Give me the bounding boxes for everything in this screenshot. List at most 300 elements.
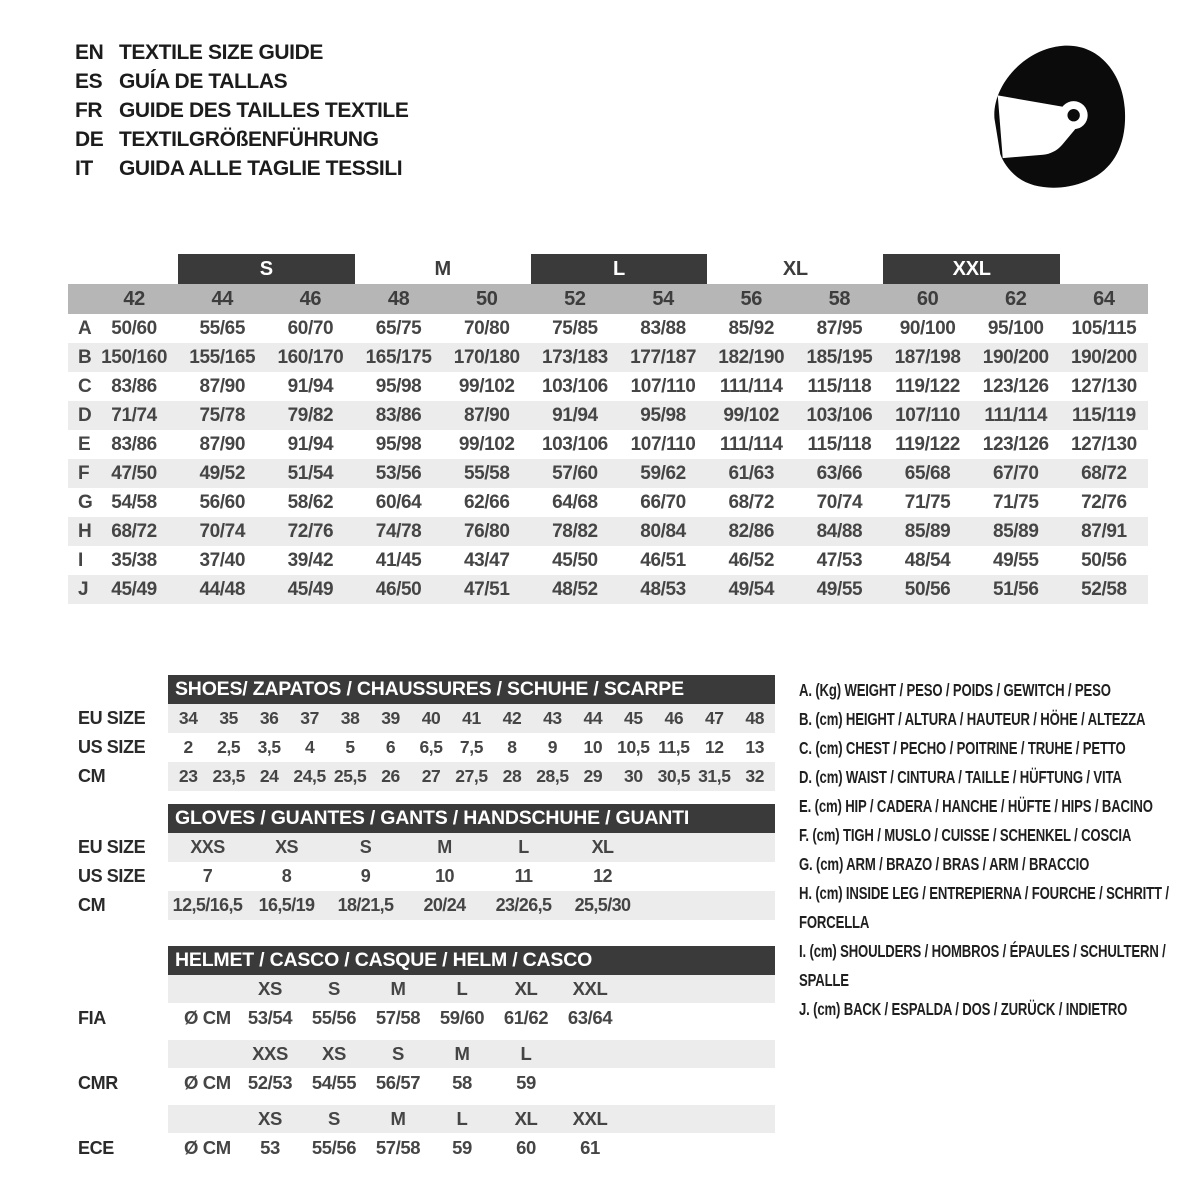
- size-value: 35: [219, 708, 239, 728]
- size-label: S: [328, 978, 340, 999]
- size-value: 23,5: [212, 766, 245, 786]
- size-row: [168, 704, 775, 733]
- size-row: [168, 833, 775, 862]
- size-value: 85/89: [992, 520, 1039, 542]
- size-value: 83/86: [111, 433, 157, 455]
- measure-row-g: [68, 488, 1148, 517]
- size-value: 61: [580, 1137, 600, 1158]
- size-label: L: [456, 1108, 468, 1129]
- size-label: XS: [258, 1108, 282, 1129]
- size-value: 45/49: [287, 578, 334, 600]
- size-value: 187/198: [894, 346, 961, 368]
- row-label: F: [78, 462, 90, 484]
- size-value: 127/130: [1070, 375, 1137, 397]
- size-value: 66/70: [640, 491, 686, 513]
- size-value: 6: [385, 737, 396, 757]
- guide-title-row: [75, 154, 408, 183]
- size-value: 59/62: [640, 462, 686, 484]
- size-value: 75/78: [199, 404, 246, 426]
- size-value: 71/75: [992, 491, 1039, 513]
- textile-size-table: [68, 254, 1148, 604]
- size-value: 165/175: [365, 346, 432, 368]
- gloves-title: GLOVES / GUANTES / GANTS / HANDSCHUHE / GUANTI: [175, 807, 690, 829]
- size-value: 105/115: [1071, 317, 1137, 339]
- size-value: 2: [183, 737, 193, 757]
- size-value: 83/86: [375, 404, 422, 426]
- size-value: 95/98: [375, 433, 422, 455]
- size-value: 39/42: [287, 549, 334, 571]
- row-label: CM: [78, 895, 106, 915]
- legend-item: D. (cm) WAIST / CINTURA / TAILLE / HÜFTUNG / VITA: [799, 767, 1122, 787]
- helmet-value-row: [168, 1003, 775, 1033]
- size-value: 50/56: [904, 578, 951, 600]
- size-value: 59/60: [439, 1007, 485, 1028]
- size-value: 46/50: [375, 578, 422, 600]
- size-value: 46: [664, 708, 684, 728]
- size-row: [168, 762, 775, 791]
- size-group-xl: XL: [782, 257, 808, 280]
- size-value: 8: [507, 737, 517, 757]
- size-value: 87/95: [816, 317, 863, 339]
- helmet-size-row: [168, 1105, 775, 1133]
- size-value: 68/72: [728, 491, 775, 513]
- size-group-l: L: [531, 254, 707, 284]
- standard-label-cmr: CMR: [78, 1072, 118, 1093]
- size-value: 68/72: [1081, 462, 1127, 484]
- size-value: 182/190: [718, 346, 785, 368]
- size-value: 74/78: [375, 520, 422, 542]
- size-value: 51/54: [287, 462, 334, 484]
- size-column-header: 62: [1005, 287, 1027, 310]
- size-column-header: 64: [1093, 287, 1115, 310]
- size-value: 72/76: [287, 520, 334, 542]
- size-value: 95/98: [640, 404, 686, 426]
- size-value: 103/106: [806, 404, 873, 426]
- size-label: XS: [322, 1043, 346, 1064]
- size-value: 87/91: [1081, 520, 1127, 542]
- size-row: [168, 733, 775, 762]
- row-label: H: [78, 520, 92, 542]
- legend-item: C. (cm) CHEST / PECHO / POITRINE / TRUHE / PETTO: [799, 738, 1126, 758]
- size-value: 38: [340, 708, 360, 728]
- size-value: 46/52: [728, 549, 775, 571]
- size-value: 71/74: [111, 404, 157, 426]
- size-label: S: [392, 1043, 404, 1064]
- measurement-rows: [68, 314, 1148, 604]
- size-label: M: [454, 1043, 470, 1064]
- size-value: 42: [502, 708, 522, 728]
- standard-label-fia: FIA: [78, 1007, 106, 1028]
- size-value: 7,5: [459, 737, 484, 757]
- helmet-value-row: [168, 1068, 775, 1098]
- size-label: XXL: [572, 978, 608, 999]
- spacer-cell: [168, 1040, 238, 1068]
- size-value: 65/75: [375, 317, 422, 339]
- racing-helmet-icon: [973, 36, 1138, 206]
- row-label: US SIZE: [78, 866, 146, 886]
- diameter-unit: Ø CM: [184, 1007, 231, 1028]
- size-value: 48/52: [552, 578, 598, 600]
- measure-row-d: [68, 401, 1148, 430]
- size-value: 20/24: [423, 895, 466, 915]
- row-label: J: [78, 578, 89, 600]
- size-value: 13: [745, 737, 765, 757]
- size-value: 170/180: [453, 346, 520, 368]
- size-value: 8: [281, 866, 292, 886]
- size-value: 32: [745, 766, 765, 786]
- guide-title-text: GUÍA DE TALLAS: [119, 69, 288, 93]
- size-value: 107/110: [630, 375, 696, 397]
- size-value: 25,5: [333, 766, 367, 786]
- measure-row-j: [68, 575, 1148, 604]
- size-value: 35/38: [111, 549, 157, 571]
- legend-item: E. (cm) HIP / CADERA / HANCHE / HÜFTE / HIPS / BACINO: [799, 796, 1153, 816]
- size-column-header: 58: [828, 287, 851, 310]
- size-value: 59: [452, 1137, 472, 1158]
- size-value: 87/90: [199, 375, 246, 397]
- size-value: 23: [178, 766, 198, 786]
- legend-item: J. (cm) BACK / ESPALDA / DOS / ZURÜCK / INDIETRO: [799, 999, 1128, 1019]
- legend-item: G. (cm) ARM / BRAZO / BRAS / ARM / BRACCIO: [799, 854, 1090, 874]
- diameter-unit: Ø CM: [184, 1137, 231, 1158]
- size-value: 83/86: [111, 375, 157, 397]
- size-value: 72/76: [1081, 491, 1127, 513]
- size-value: 59: [516, 1072, 536, 1093]
- size-value: 185/195: [806, 346, 873, 368]
- size-value: 103/106: [541, 375, 608, 397]
- language-code: DE: [75, 127, 104, 151]
- size-value: 76/80: [463, 520, 510, 542]
- size-value: 10: [583, 737, 603, 757]
- size-value: 52/53: [247, 1072, 293, 1093]
- size-value: 12: [593, 866, 612, 886]
- size-value: 107/110: [630, 433, 696, 455]
- size-value: 95/98: [375, 375, 422, 397]
- language-code: ES: [75, 69, 103, 93]
- size-value: 119/122: [895, 433, 960, 455]
- helmet-size-row: [168, 1040, 775, 1068]
- measure-row-a: [68, 314, 1148, 343]
- size-value: 85/89: [904, 520, 951, 542]
- guide-title-row: [75, 38, 408, 67]
- legend-item: F. (cm) TIGH / MUSLO / CUISSE / SCHENKEL / COSCIA: [799, 825, 1132, 845]
- size-value: 57/58: [375, 1137, 421, 1158]
- size-value: 107/110: [895, 404, 960, 426]
- size-value: 56/60: [199, 491, 246, 513]
- size-value: 45: [624, 708, 643, 728]
- size-value: 90/100: [899, 317, 956, 339]
- size-value: 16,5/19: [258, 895, 315, 915]
- helmet-size-row: [168, 975, 775, 1003]
- size-value: 57/60: [552, 462, 598, 484]
- guide-title-row: [75, 125, 408, 154]
- size-value: 70/80: [463, 317, 510, 339]
- row-label: EU SIZE: [78, 837, 146, 857]
- shoes-side-labels: [78, 704, 145, 791]
- size-value: 83/88: [640, 317, 686, 339]
- language-titles: [75, 38, 408, 183]
- size-group-s: S: [178, 254, 354, 284]
- size-value: 10,5: [617, 737, 650, 757]
- size-column-header: 56: [740, 287, 762, 310]
- language-code: FR: [75, 98, 103, 122]
- standard-label-ece: ECE: [78, 1137, 114, 1158]
- size-value: 49/55: [992, 549, 1039, 571]
- helmet-section-fia: [168, 975, 775, 1033]
- size-value: 2,5: [217, 737, 241, 757]
- size-value: 44/48: [199, 578, 246, 600]
- size-value: 47/51: [463, 578, 510, 600]
- measure-row-c: [68, 372, 1148, 401]
- size-value: 54/58: [111, 491, 157, 513]
- language-code: IT: [75, 156, 93, 180]
- row-label: B: [78, 346, 92, 368]
- size-value: 57/58: [375, 1007, 421, 1028]
- size-value: 58/62: [287, 491, 334, 513]
- size-value: 127/130: [1070, 433, 1137, 455]
- size-value: 12,5/16,5: [172, 895, 243, 915]
- size-value: 3,5: [257, 737, 281, 757]
- size-value: 44: [583, 708, 603, 728]
- size-value: 103/106: [541, 433, 608, 455]
- size-value: 49/54: [728, 578, 775, 600]
- size-value: 85/92: [728, 317, 775, 339]
- size-value: L: [518, 837, 529, 857]
- size-column-header: 48: [387, 287, 410, 310]
- size-value: 7: [202, 866, 213, 886]
- size-value: 23/26,5: [495, 895, 552, 915]
- diameter-unit: Ø CM: [184, 1072, 231, 1093]
- size-value: 30,5: [657, 766, 691, 786]
- row-label: CM: [78, 766, 106, 786]
- size-value: 41: [462, 708, 481, 728]
- size-value: 41/45: [375, 549, 422, 571]
- size-value: 150/160: [101, 346, 168, 368]
- size-value: 39: [381, 708, 400, 728]
- corner-spacer: [68, 284, 90, 314]
- row-label: E: [78, 433, 91, 455]
- size-value: 60/70: [287, 317, 334, 339]
- size-value: 27: [421, 766, 441, 786]
- legend-item: B. (cm) HEIGHT / ALTURA / HAUTEUR / HÖHE / ALTEZZA: [799, 709, 1146, 729]
- size-value: 37/40: [199, 549, 246, 571]
- size-value: 47/50: [111, 462, 157, 484]
- helmet-title-bar: [168, 946, 775, 975]
- size-value: 43/47: [463, 549, 510, 571]
- size-value: 155/165: [189, 346, 256, 368]
- size-value: 55/58: [463, 462, 510, 484]
- size-group-xxl: XXL: [883, 254, 1059, 284]
- size-value: 123/126: [982, 433, 1049, 455]
- size-value: XS: [275, 837, 298, 857]
- row-label: I: [78, 549, 83, 571]
- size-value: 67/70: [992, 462, 1039, 484]
- size-value: 58: [452, 1072, 472, 1093]
- size-value: 28: [502, 766, 522, 786]
- size-label: XXL: [572, 1108, 608, 1129]
- shoes-title-bar: [168, 675, 775, 704]
- size-value: 5: [345, 737, 355, 757]
- size-value: 115/119: [1072, 404, 1136, 426]
- gloves-side-labels: [78, 833, 145, 920]
- size-value: 37: [300, 708, 319, 728]
- size-label: M: [390, 1108, 406, 1129]
- size-label: [558, 1040, 622, 1068]
- size-value: 9: [547, 737, 558, 757]
- measure-row-i: [68, 546, 1148, 575]
- row-label: A: [78, 317, 92, 339]
- size-value: 55/56: [311, 1007, 357, 1028]
- size-row: [168, 862, 775, 891]
- row-label: G: [78, 491, 93, 513]
- size-column-header: 50: [476, 287, 498, 310]
- guide-title-text: GUIDE DES TAILLES TEXTILE: [119, 98, 409, 122]
- size-value: 60: [516, 1137, 536, 1158]
- size-value: 47: [704, 708, 724, 728]
- size-value: 99/102: [723, 404, 780, 426]
- size-column-header: 60: [916, 287, 939, 310]
- size-value: 53/56: [375, 462, 422, 484]
- size-value: S: [359, 837, 372, 857]
- size-value: 82/86: [728, 520, 775, 542]
- size-value: 25,5/30: [574, 895, 631, 915]
- helmet-section-ece: [168, 1105, 775, 1163]
- size-value: 111/114: [719, 375, 783, 397]
- guide-title-row: [75, 67, 408, 96]
- measure-row-h: [68, 517, 1148, 546]
- size-value: 84/88: [816, 520, 863, 542]
- size-value: 111/114: [719, 433, 783, 455]
- size-value: 9: [360, 866, 371, 886]
- size-group-header: [68, 254, 1148, 284]
- size-value: 49/55: [816, 578, 863, 600]
- measurement-legend: [799, 676, 1184, 1024]
- size-value: 54/55: [311, 1072, 357, 1093]
- size-label: S: [328, 1108, 340, 1129]
- size-value: 91/94: [552, 404, 598, 426]
- size-value: 28,5: [536, 766, 569, 786]
- gloves-title-bar: [168, 804, 775, 833]
- guide-title-text: TEXTILGRÖßENFÜHRUNG: [119, 127, 379, 151]
- size-value: 62/66: [463, 491, 510, 513]
- size-value: XXS: [190, 837, 225, 857]
- size-label: M: [390, 978, 406, 999]
- guide-title-row: [75, 96, 408, 125]
- size-value: 65/68: [904, 462, 951, 484]
- guide-title-text: TEXTILE SIZE GUIDE: [119, 40, 323, 64]
- row-label: EU SIZE: [78, 708, 146, 728]
- size-value: 27,5: [455, 766, 488, 786]
- size-label: XL: [514, 1108, 538, 1129]
- size-value: 53/54: [247, 1007, 293, 1028]
- size-value: 29: [583, 766, 603, 786]
- size-value: 99/102: [458, 433, 515, 455]
- size-value: 53: [260, 1137, 280, 1158]
- size-value: 50/56: [1081, 549, 1127, 571]
- row-label: US SIZE: [78, 737, 146, 757]
- size-value: XL: [591, 837, 614, 857]
- size-value: 11: [514, 866, 533, 886]
- size-column-header: 44: [211, 287, 233, 310]
- size-value: 24,5: [293, 766, 326, 786]
- size-value: 50/60: [111, 317, 157, 339]
- size-column-header: 46: [299, 287, 322, 310]
- row-label: D: [78, 404, 92, 426]
- size-value: 177/187: [630, 346, 697, 368]
- legend-item: I. (cm) SHOULDERS / HOMBROS / ÉPAULES / SCHULTERN / SPALLE: [799, 941, 1166, 990]
- helmet-section-cmr: [168, 1040, 775, 1098]
- size-value: 123/126: [982, 375, 1049, 397]
- size-value: 61/62: [503, 1007, 549, 1028]
- size-value: 64/68: [552, 491, 598, 513]
- legend-item: A. (Kg) WEIGHT / PESO / POIDS / GEWITCH / PESO: [799, 680, 1111, 700]
- size-value: 78/82: [552, 520, 598, 542]
- shoes-title: SHOES/ ZAPATOS / CHAUSSURES / SCHUHE / SCARPE: [175, 678, 684, 700]
- size-column-header: 42: [123, 287, 145, 310]
- size-row: [168, 891, 775, 920]
- size-value: 40: [421, 708, 441, 728]
- size-value: 115/118: [807, 375, 872, 397]
- size-value: 56/57: [375, 1072, 421, 1093]
- size-label: XL: [514, 978, 538, 999]
- measure-row-f: [68, 459, 1148, 488]
- spacer-cell: [168, 1105, 238, 1133]
- size-value: 24: [259, 766, 279, 786]
- size-value: 79/82: [287, 404, 334, 426]
- helmet-rows: [168, 975, 775, 1170]
- size-value: 43: [543, 708, 562, 728]
- size-value: M: [437, 837, 452, 857]
- size-value: 99/102: [458, 375, 515, 397]
- size-value: 55/56: [311, 1137, 357, 1158]
- size-value: 173/183: [541, 346, 608, 368]
- size-value: 26: [381, 766, 400, 786]
- size-value: 71/75: [904, 491, 951, 513]
- shoes-rows: [168, 704, 775, 791]
- size-value: 70/74: [816, 491, 863, 513]
- size-column-header: 54: [652, 287, 674, 310]
- size-value: 52/58: [1081, 578, 1127, 600]
- size-value: 30: [624, 766, 643, 786]
- size-value: 12: [704, 737, 724, 757]
- measure-row-b: [68, 343, 1148, 372]
- size-value: 87/90: [463, 404, 510, 426]
- size-value: 47/53: [816, 549, 863, 571]
- size-value: 55/65: [199, 317, 246, 339]
- size-value: 48/53: [640, 578, 686, 600]
- size-value: 91/94: [287, 433, 334, 455]
- size-value: 10: [435, 866, 454, 886]
- size-value: 75/85: [552, 317, 598, 339]
- legend-items: [799, 676, 1182, 1024]
- size-label: XXS: [252, 1043, 288, 1064]
- size-value: 61/63: [728, 462, 775, 484]
- size-value: 63/64: [567, 1007, 613, 1028]
- size-value: 119/122: [895, 375, 960, 397]
- size-value: 91/94: [287, 375, 334, 397]
- helmet-value-row: [168, 1133, 775, 1163]
- size-value: 45/50: [552, 549, 598, 571]
- size-value: [558, 1068, 622, 1098]
- size-value: 87/90: [199, 433, 246, 455]
- size-value: 48/54: [904, 549, 951, 571]
- size-value: 4: [304, 737, 315, 757]
- size-number-header: [68, 284, 1148, 314]
- size-value: 51/56: [992, 578, 1039, 600]
- row-label: C: [78, 375, 92, 397]
- helmet-title: HELMET / CASCO / CASQUE / HELM / CASCO: [175, 949, 593, 971]
- size-value: 46/51: [640, 549, 686, 571]
